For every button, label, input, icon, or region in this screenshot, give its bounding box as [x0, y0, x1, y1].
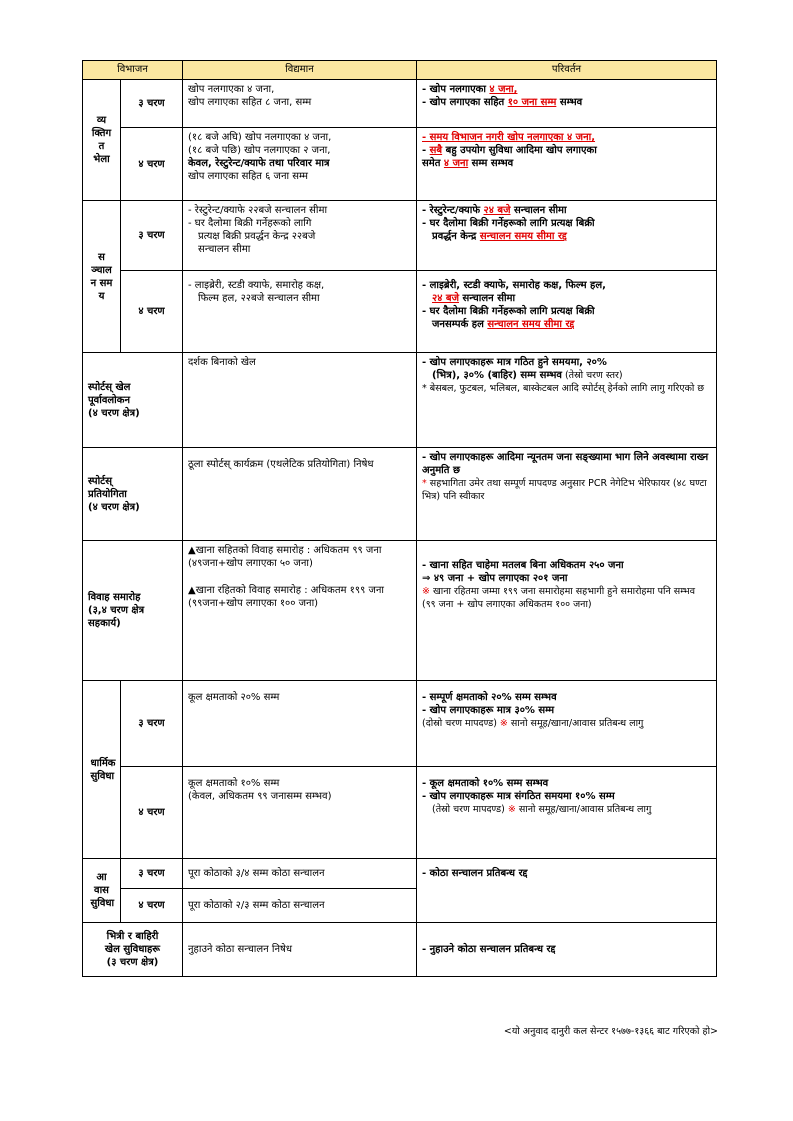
asterisk-icon: ※ [499, 718, 508, 729]
table-row [83, 923, 717, 977]
header-division: विभाजन [83, 61, 183, 80]
existing-cell [183, 128, 417, 201]
change-cell: - नुहाउने कोठा सन्चालन प्रतिबन्ध रद्द [417, 923, 717, 977]
text-line: - लाइब्रेरी, स्टडी क्याफे, समारोह कक्ष, [188, 280, 325, 291]
text-line [422, 83, 711, 96]
star-icon: * [422, 478, 427, 489]
table-row [83, 201, 717, 271]
text-part: (दोस्रो चरण मापदण्ड) [422, 718, 500, 729]
text-line: खोप नलगाएका ४ जना, [188, 84, 275, 95]
phase-label: ३ चरण [121, 80, 183, 128]
table-row [83, 859, 717, 889]
text-line: - खोप लगाएकाहरू मात्र ३०% सम्म [422, 705, 555, 716]
text-part: (तेस्रो चरण मापदण्ड) [432, 804, 508, 815]
existing-cell: पूरा कोठाको ३/४ सम्म कोठा सन्चालन [183, 859, 417, 889]
text-part: बहु उपयोग सुविधा आदिमा खोप लगाएका [442, 145, 597, 156]
text-line: खोप लगाएका सहित ८ जना, सम्म [188, 97, 312, 108]
category-label: (३,४ चरण क्षेत्र [88, 605, 145, 616]
existing-cell [183, 201, 417, 271]
text-part: सहभागिता उमेर तथा सम्पूर्ण मापदण्ड अनुसार PCR नेगेटिभ भेरिफायर (४८ घण्टा भित्र) पनि स्वीकार [422, 478, 707, 502]
phase-label: ४ चरण [121, 767, 183, 859]
translation-footer: <यो अनुवाद दानुरी कल सेन्टर १५७७-१३६६ बाट गरिएको हो> [503, 1026, 718, 1037]
text-part: समेत [422, 158, 444, 169]
table-row [83, 271, 717, 353]
text-part: (भित्र), ३०% (बाहिर) सम्म सम्भव [432, 370, 562, 381]
highlight-text: २४ बजे [432, 293, 460, 304]
text-line: - रेस्टुरेन्ट/क्याफे २२बजे सन्चालन सीमा [188, 205, 328, 216]
phase-label: ३ चरण [121, 201, 183, 271]
highlight-text: २४ बजे [483, 205, 511, 216]
text-part: सम्भव [556, 97, 583, 108]
highlight-text: ४ जना, [489, 84, 518, 95]
text-line [422, 585, 711, 611]
category-label: (४ चरण क्षेत्र) [88, 501, 140, 513]
category-label: स्पोर्टस् [88, 475, 112, 487]
text-line: - खोप लगाएकाहरू मात्र गठित हुने समयमा, २०% [422, 357, 607, 368]
text-part: सम्म सम्भव [468, 158, 514, 169]
text-part: प्रवर्द्धन केन्द्र [432, 231, 480, 242]
category-label: धार्मिक सुविधा [90, 757, 116, 782]
text-line: * बेसबल, फुटबल, भलिबल, बास्केटबल आदि स्पोर्टस् हेर्नको लागि लागु गरिएको छ [422, 383, 705, 394]
asterisk-icon: ※ [507, 804, 516, 815]
category-lodging [83, 859, 121, 923]
highlight-text: सन्चालन समय सीमा रद्द [487, 319, 575, 330]
text-line: - लाइब्रेरी, स्टडी क्याफे, समारोह कक्ष, फिल्म हल, [422, 280, 606, 291]
text-part: सानो समूह/खाना/आवास प्रतिबन्ध लागु [515, 804, 652, 815]
existing-cell: कूल क्षमताको २०% सम्म [183, 681, 417, 767]
category-label: खेल सुविधाहरू [104, 944, 161, 955]
table-row [83, 448, 717, 541]
text-part: - रेस्टुरेन्ट/क्याफे [422, 205, 484, 216]
table-row [83, 681, 717, 767]
text-line: (१८ बजे अघि) खोप नलगाएका ४ जना, [188, 132, 332, 143]
highlight-text: १० जना सम्म [507, 97, 557, 108]
text-line [422, 157, 711, 170]
existing-cell [183, 541, 417, 681]
category-label: भित्री र बाहिरी [106, 931, 159, 942]
text-line: ▲खाना सहितको विवाह समारोह : अधिकतम ९९ जना (४९जना+खोप लगाएका ५० जना) [188, 545, 382, 569]
change-cell [417, 681, 717, 767]
text-line: फिल्म हल, २२बजे सन्चालन सीमा [198, 293, 320, 304]
text-line: कूल क्षमताको १०% सम्म [188, 778, 280, 789]
existing-cell: पूरा कोठाको २/३ सम्म कोठा सन्चालन [183, 889, 417, 923]
text-part: - [422, 145, 430, 156]
text-line: - खोप लगाएकाहरू मात्र संगठित समयमा १०% सम्म [422, 791, 615, 802]
text-part: खाना रहितमा जम्मा १९९ जना समारोहमा सहभागी हुने समारोहमा पनि सम्भव (९९ जना + खोप लगाएका अधिकतम १०० जना) [422, 586, 696, 610]
text-line: (१८ बजे पछि) खोप नलगाएका २ जना, [188, 145, 331, 156]
text-line [422, 477, 711, 503]
text-line: - सम्पूर्ण क्षमताको २०% सम्म सम्भव [422, 692, 557, 703]
policy-comparison-table [82, 60, 717, 977]
text-line: खोप लगाएका सहित ६ जना सम्म [188, 171, 308, 182]
highlight-text: ४ जना [443, 158, 469, 169]
table-row [83, 128, 717, 201]
change-cell [417, 80, 717, 128]
asterisk-icon: ※ [422, 586, 430, 597]
category-label: आवास सुविधा [90, 872, 115, 909]
text-line [422, 803, 711, 816]
category-operating-hours [83, 201, 121, 353]
text-line [422, 717, 711, 730]
highlight-text: सन्चालन समय सीमा रद्द [479, 231, 567, 242]
existing-cell: दर्शक बिनाको खेल [183, 353, 417, 448]
category-wedding [83, 541, 183, 681]
category-label: व्यक्तिगत भेला [91, 115, 112, 165]
change-cell [417, 448, 717, 541]
change-cell [417, 201, 717, 271]
category-label: सहकार्य) [88, 618, 121, 629]
category-sports-facilities [83, 923, 183, 977]
phase-label: ४ चरण [121, 128, 183, 201]
text-line: प्रत्यक्ष बिक्री प्रवर्द्धन केन्द्र २२बजे [198, 231, 316, 242]
highlight-text: सबै [429, 145, 443, 156]
header-change: परिवर्तन [417, 61, 717, 80]
existing-cell [183, 80, 417, 128]
text-part: (तेस्रो चरण स्तर) [561, 370, 623, 381]
text-part: सानो समूह/खाना/आवास प्रतिबन्ध लागु [507, 718, 644, 729]
text-line [422, 230, 711, 243]
text-part: सन्चालन सीमा [510, 205, 567, 216]
category-label: (३ चरण क्षेत्र) [106, 957, 159, 968]
change-cell [417, 541, 717, 681]
existing-cell [183, 271, 417, 353]
text-part: - खोप लगाएका सहित [422, 97, 508, 108]
text-line [422, 144, 711, 157]
text-line: सन्चालन सीमा [198, 244, 251, 255]
text-line [422, 204, 711, 217]
phase-label: ४ चरण [121, 889, 183, 923]
phase-label: ३ चरण [121, 681, 183, 767]
text-line [422, 369, 711, 382]
text-line: - खोप लगाएकाहरू आदिमा न्यूनतम जना सङ्ख्यामा भाग लिने अवस्थामा राख्न अनुमति छ [422, 452, 709, 476]
header-existing: विद्यमान [183, 61, 417, 80]
table-row [83, 80, 717, 128]
table-row [83, 353, 717, 448]
text-line [422, 292, 711, 305]
text-line [422, 318, 711, 331]
phase-label: ३ चरण [121, 859, 183, 889]
text-line: - घर दैलोमा बिक्री गर्नेहरूको लागि [188, 218, 312, 229]
text-line: (केवल, अधिकतम ९९ जनासम्म सम्भव) [188, 791, 332, 802]
category-religious-facility [83, 681, 121, 859]
text-line: केवल, रेस्टुरेन्ट/क्याफे तथा परिवार मात्र [188, 158, 330, 169]
text-line: - घर दैलोमा बिक्री गर्नेहरूको लागि प्रत्यक्ष बिक्री [422, 306, 595, 317]
change-cell [417, 767, 717, 859]
text-line: - घर दैलोमा बिक्री गर्नेहरूको लागि प्रत्यक्ष बिक्री [422, 218, 595, 229]
category-personal-gathering [83, 80, 121, 201]
category-sports-competition [83, 448, 183, 541]
text-line: - खाना सहित चाहेमा मतलब बिना अधिकतम २५० जना [422, 560, 624, 571]
table-row [83, 767, 717, 859]
change-cell: - कोठा सन्चालन प्रतिबन्ध रद्द [417, 859, 717, 923]
phase-label: ४ चरण [121, 271, 183, 353]
text-part: जनसम्पर्क हल [432, 319, 488, 330]
category-label: सञ्चालन समय [90, 251, 113, 302]
category-label: स्पोर्टस् खेल [88, 381, 131, 393]
change-cell [417, 271, 717, 353]
existing-cell: नुहाउने कोठा सन्चालन निषेध [183, 923, 417, 977]
table-header-row [83, 61, 717, 80]
change-cell [417, 128, 717, 201]
text-part: सन्चालन सीमा [459, 293, 516, 304]
text-line: ▲खाना रहितको विवाह समारोह : अधिकतम १९९ जना (९९जना+खोप लगाएका १०० जना) [188, 585, 385, 609]
existing-cell: ठूला स्पोर्टस् कार्यक्रम (एथलेटिक प्रतियोगिता) निषेध [183, 448, 417, 541]
category-label: (४ चरण क्षेत्र) [88, 407, 140, 419]
table-row [83, 541, 717, 681]
text-line: ⇒ ४९ जना + खोप लगाएका २०१ जना [422, 573, 568, 584]
category-label: विवाह समारोह [88, 592, 141, 603]
category-label: पूर्वावलोकन [88, 394, 130, 406]
change-cell [417, 353, 717, 448]
text-line: - कूल क्षमताको १०% सम्म सम्भव [422, 778, 549, 789]
text-part: - खोप नलगाएका [422, 84, 490, 95]
text-line [422, 96, 711, 109]
text-line: - समय विभाजन नगरी खोप नलगाएका ४ जना, [422, 132, 596, 143]
category-label: प्रतियोगिता [88, 488, 127, 500]
existing-cell [183, 767, 417, 859]
category-sports-viewing [83, 353, 183, 448]
